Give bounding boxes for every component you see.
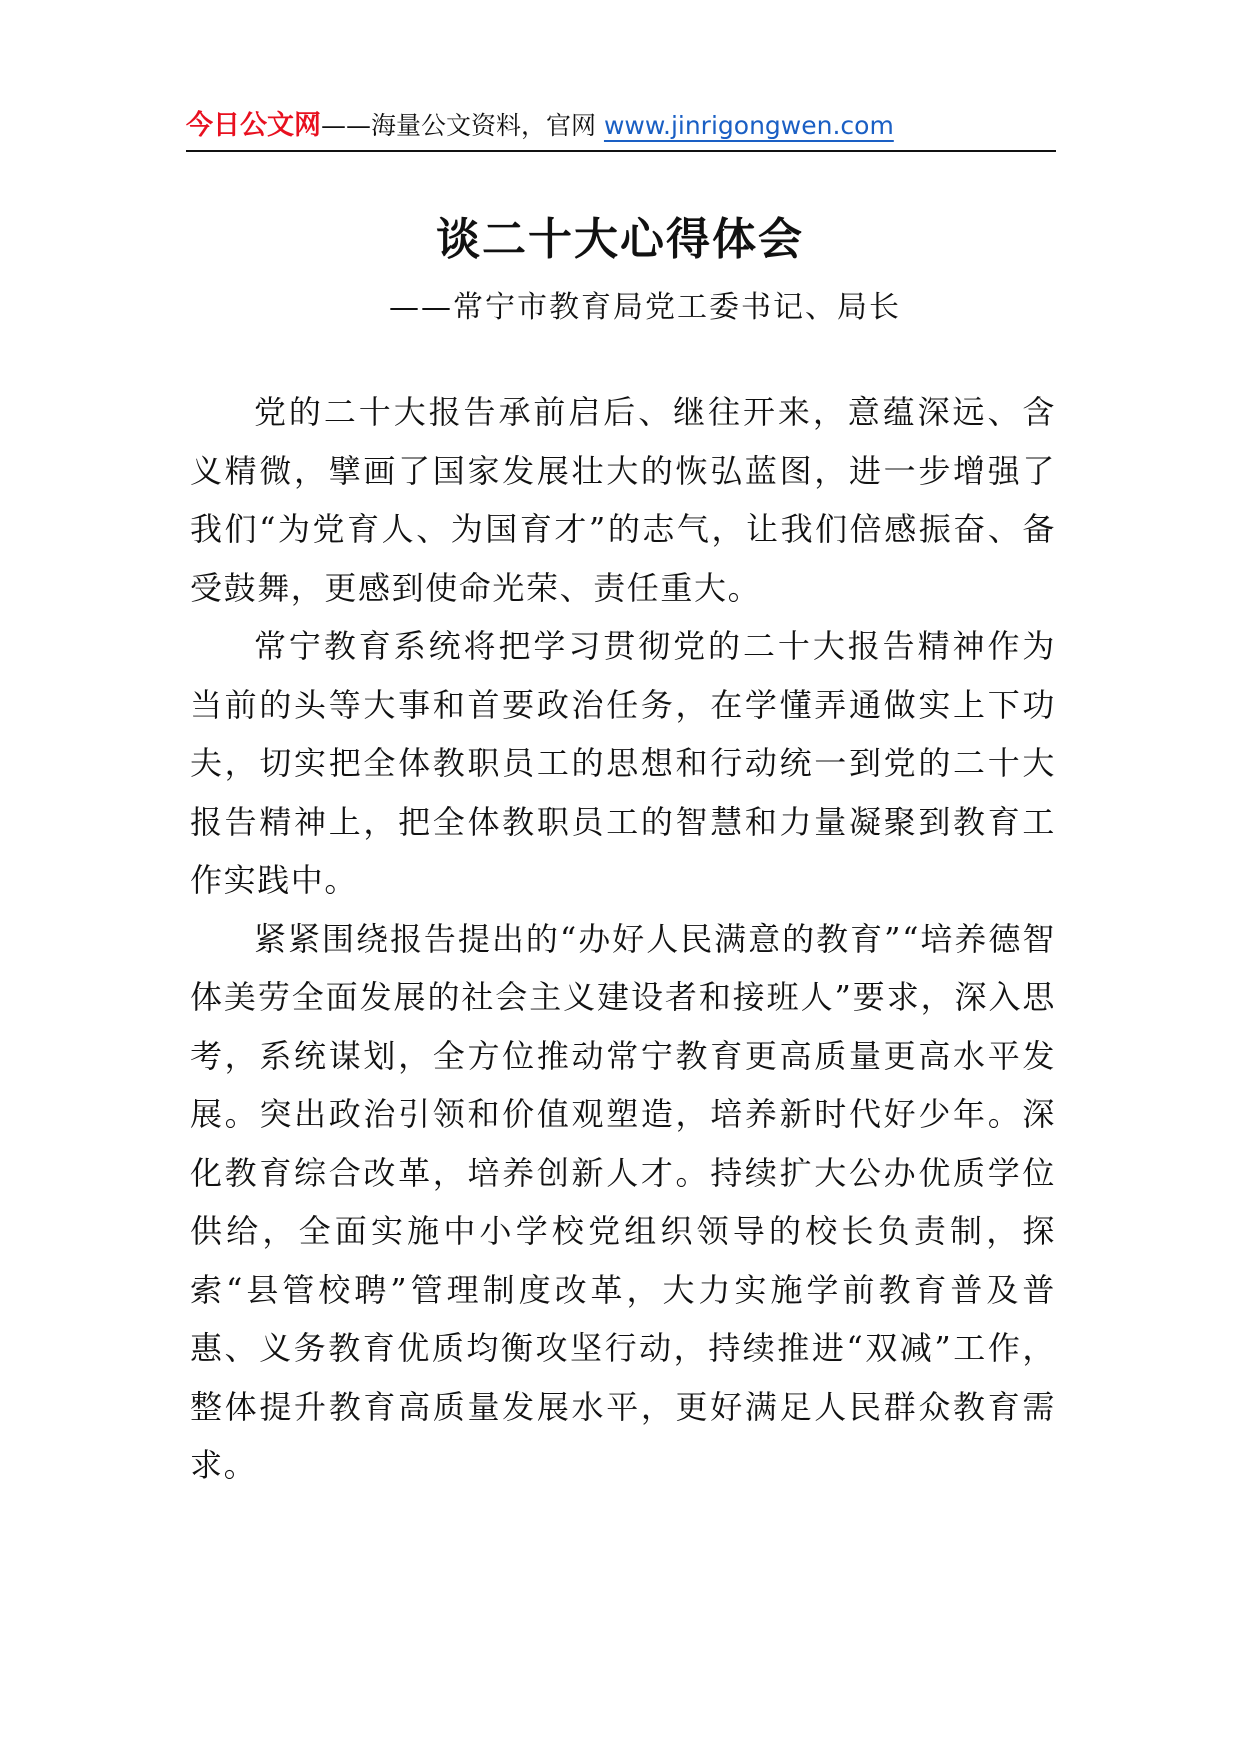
site-name[interactable]: 今日公文网 [186, 110, 321, 141]
body-paragraph: 党的二十大报告承前启后、继往开来，意蕴深远、含义精微，擘画了国家发展壮大的恢弘蓝图，进一步增强了我们“为党育人、为国育才”的志气，让我们倍感振奋、备受鼓舞，更感到使命光荣、责任重大。 [190, 393, 1056, 607]
body-paragraph: 紧紧围绕报告提出的“办好人民满意的教育”“培养德智体美劳全面发展的社会主义建设者和接班人”要求，深入思考，系统谋划，全方位推动常宁教育更高质量更高水平发展。突出政治引领和价值观塑造，培养新时代好少年。深化教育综合改革，培养创新人才。持续扩大公办优质学位供给，全面实施中小学校党组织领导的校长负责制，探索“县管校聘”管理制度改革，大力实施学前教育普及普惠、义务教育优质均衡攻坚行动，持续推进“双减”工作，整体提升教育高质量发展水平，更好满足人民群众教育需求。 [190, 919, 1056, 1484]
site-url-link[interactable]: www.jinrigongwen.com [603, 111, 894, 140]
document-subtitle: ——常宁市教育局党工委书记、局长 [389, 290, 901, 325]
document-title: 谈二十大心得体会 [436, 214, 804, 265]
document-body [190, 383, 1056, 1495]
header-divider [186, 150, 1056, 152]
site-tagline: ——海量公文资料，官网 [321, 111, 604, 140]
body-paragraph: 常宁教育系统将把学习贯彻党的二十大报告精神作为当前的头等大事和首要政治任务，在学懂弄通做实上下功夫，切实把全体教职员工的思想和行动统一到党的二十大报告精神上，把全体教职员工的智慧和力量凝聚到教育工作实践中。 [190, 627, 1056, 899]
page-header [186, 100, 1052, 152]
